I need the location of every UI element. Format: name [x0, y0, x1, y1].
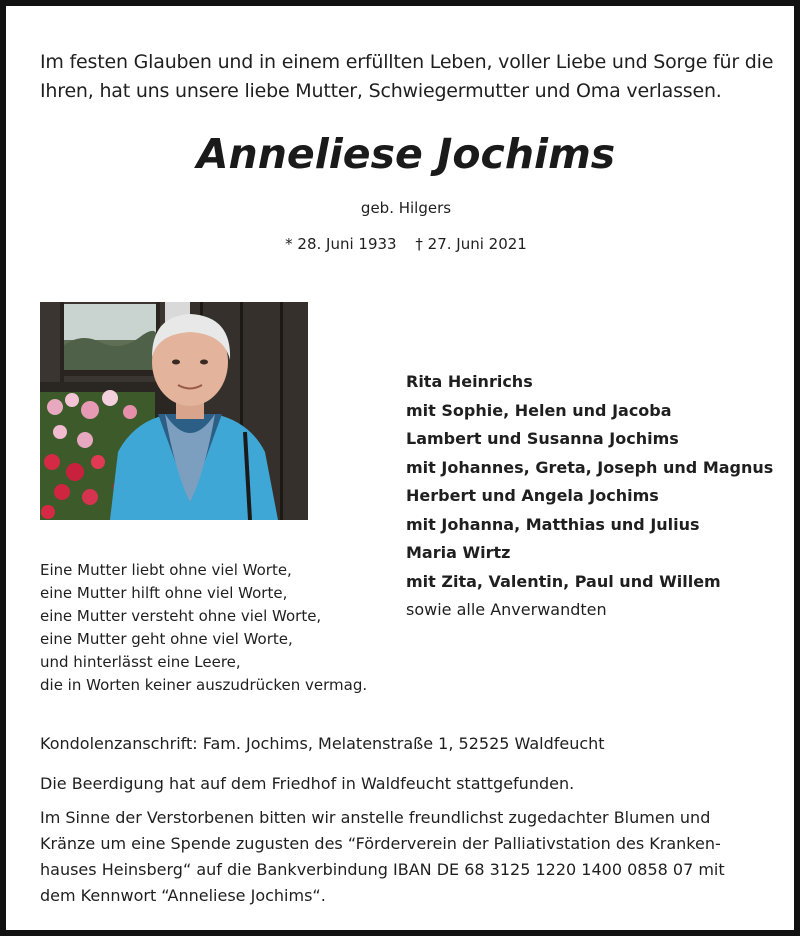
donation-line: Im Sinne der Verstorbenen bitten wir anstelle freundlichst zugedachter Blumen und [40, 808, 711, 827]
mourner-line: Herbert und Angela Jochims [406, 486, 659, 505]
mourner-line: mit Sophie, Helen und Jacoba [406, 400, 672, 420]
maiden-name: geb. Hilgers [360, 199, 452, 217]
mourner-line: Maria Wirtz [406, 543, 511, 562]
condolence-address: Kondolenzanschrift: Fam. Jochims, Melatenstraße 1, 52525 Waldfeucht [40, 734, 605, 753]
intro-line: Ihren, hat uns unsere liebe Mutter, Schwiegermutter und Oma verlassen. [40, 80, 722, 102]
funeral-note: Die Beerdigung hat auf dem Friedhof in Waldfeucht stattgefunden. [40, 774, 575, 793]
donation-line: hauses Heinsberg“ auf die Bankverbindung IBAN DE 68 3125 1220 1400 0858 07 mit [40, 860, 725, 879]
mourner-line: mit Johanna, Matthias und Julius [406, 514, 700, 534]
donation-line: Kränze um eine Spende zugusten des “Förderverein der Palliativstation des Kranken- [40, 834, 721, 853]
mourner-line: Rita Heinrichs [406, 372, 533, 391]
portrait-photo [40, 302, 308, 520]
mourner-line: mit Zita, Valentin, Paul und Willem [406, 571, 721, 591]
mourner-line: sowie alle Anverwandten [406, 600, 607, 619]
poem-line: die in Worten keiner auszudrücken vermag. [40, 676, 368, 694]
poem-line: eine Mutter geht ohne viel Worte, [40, 630, 293, 648]
mourner-line: Lambert und Susanna Jochims [406, 429, 679, 448]
poem-line: und hinterlässt eine Leere, [40, 653, 241, 671]
mourner-line: mit Johannes, Greta, Joseph und Magnus [406, 457, 774, 477]
poem-line: Eine Mutter liebt ohne viel Worte, [40, 561, 292, 579]
mourners-list [406, 368, 796, 625]
life-dates [6, 235, 800, 253]
death-date: † 27. Juni 2021 [415, 235, 527, 253]
deceased-name: Anneliese Jochims [196, 130, 616, 178]
birth-date: * 28. Juni 1933 [285, 235, 397, 253]
intro-text [40, 48, 780, 106]
poem-line: eine Mutter hilft ohne viel Worte, [40, 584, 288, 602]
donation-request [40, 805, 770, 909]
donation-line: dem Kennwort “Anneliese Jochims“. [40, 886, 326, 905]
intro-line: Im festen Glauben und in einem erfüllten Leben, voller Liebe und Sorge für die [40, 51, 774, 73]
poem [40, 559, 390, 697]
poem-line: eine Mutter versteht ohne viel Worte, [40, 607, 322, 625]
